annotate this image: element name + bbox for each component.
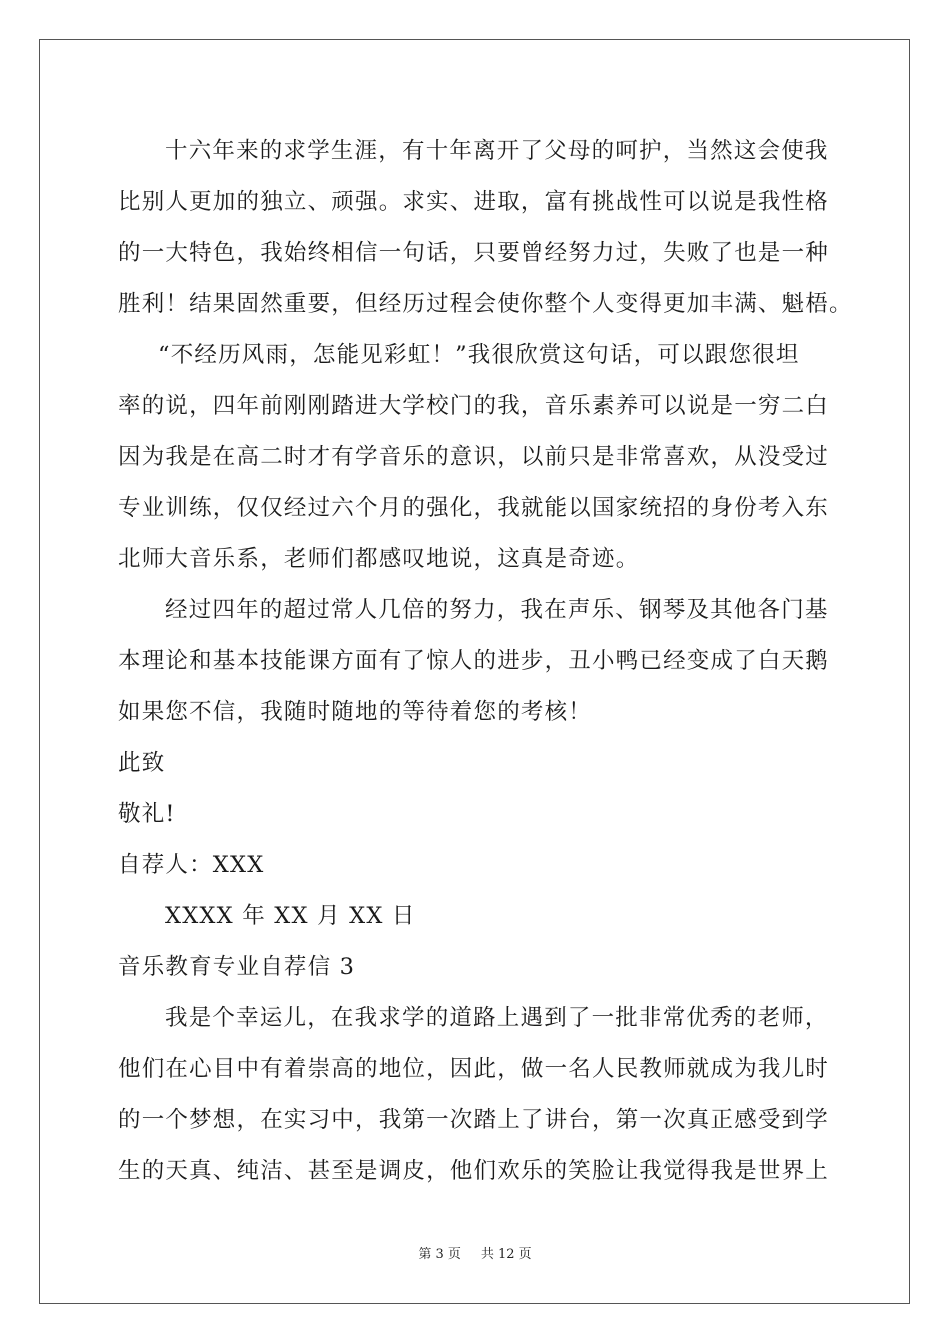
paragraph-line: 如果您不信，我随时随地的等待着您的考核！ — [118, 699, 593, 725]
section-title: 音乐教育专业自荐信 3 — [118, 954, 356, 980]
paragraph-line: 北师大音乐系，老师们都感叹地说，这真是奇迹。 — [118, 546, 640, 572]
page-footer — [0, 1245, 950, 1265]
date-line: XXXX 年 XX 月 XX 日 — [165, 903, 416, 929]
paragraph-line: 胜利！结果固然重要，但经历过程会使你整个人变得更加丰满、魁梧。 — [118, 291, 853, 317]
page-number-current: 第 3 页 — [418, 1247, 461, 1262]
paragraph-line: 比别人更加的独立、顽强。求实、进取，富有挑战性可以说是我性格 — [118, 189, 830, 215]
paragraph-line: 的一大特色，我始终相信一句话，只要曾经努力过，失败了也是一种 — [118, 240, 830, 266]
paragraph-line: 率的说，四年前刚刚踏进大学校门的我，音乐素养可以说是一穷二白 — [118, 393, 830, 419]
document-body — [118, 129, 853, 1200]
paragraph-line: 经过四年的超过常人几倍的努力，我在声乐、钢琴及其他各门基 — [165, 597, 829, 623]
signature-line: 自荐人：XXX — [118, 852, 265, 878]
paragraph-line: 我是个幸运儿，在我求学的道路上遇到了一批非常优秀的老师， — [165, 1005, 829, 1031]
paragraph-line: 本理论和基本技能课方面有了惊人的进步，丑小鸭已经变成了白天鹅 — [118, 648, 830, 674]
paragraph-line: 生的天真、纯洁、甚至是调皮，他们欢乐的笑脸让我觉得我是世界上 — [118, 1158, 830, 1184]
closing-regards: 敬礼! — [118, 801, 176, 827]
page-number-total: 共 12 页 — [480, 1247, 532, 1262]
paragraph-line: 他们在心目中有着崇高的地位，因此，做一名人民教师就成为我儿时 — [118, 1056, 830, 1082]
closing-salutation: 此致 — [118, 750, 166, 776]
paragraph-line: 的一个梦想，在实习中，我第一次踏上了讲台，第一次真正感受到学 — [118, 1107, 830, 1133]
paragraph-line: 专业训练，仅仅经过六个月的强化，我就能以国家统招的身份考入东 — [118, 495, 830, 521]
paragraph-line: 因为我是在高二时才有学音乐的意识，以前只是非常喜欢，从没受过 — [118, 444, 830, 470]
paragraph-line: 十六年来的求学生涯，有十年离开了父母的呵护，当然这会使我 — [165, 138, 829, 164]
paragraph-line: “不经历风雨，怎能见彩虹！”我很欣赏这句话，可以跟您很坦 — [158, 342, 800, 368]
